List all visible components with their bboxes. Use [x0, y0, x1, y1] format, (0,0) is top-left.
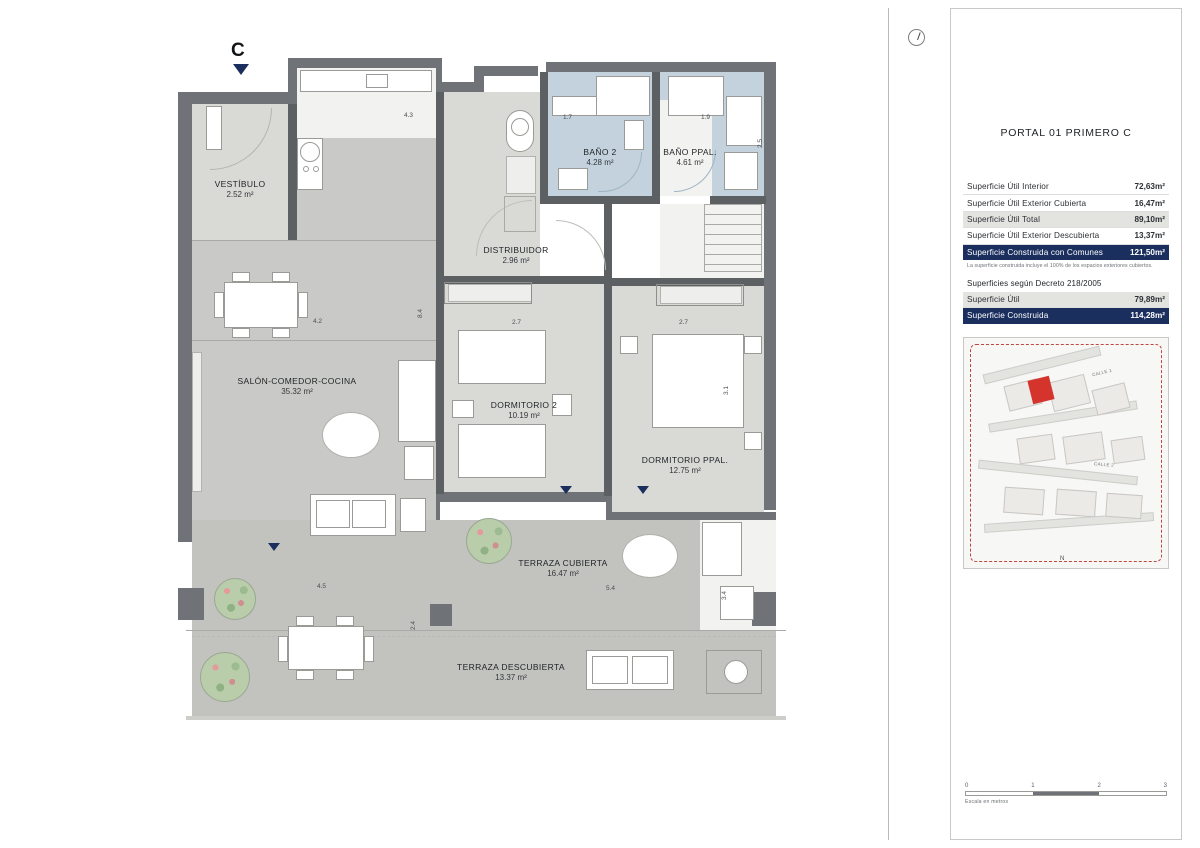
stair-tread — [704, 254, 762, 255]
surface-table — [963, 179, 1169, 324]
room-area: 35.32 m² — [281, 387, 313, 397]
coffee-table — [322, 412, 380, 458]
bath2-toilet — [624, 120, 644, 150]
dim-terraza-cub-left: 4.5 — [317, 583, 327, 590]
dining-chair — [272, 328, 290, 338]
dim-terraza-cub-right: 5.4 — [606, 585, 616, 592]
room-area: 2.96 m² — [502, 256, 530, 266]
dining-chair — [298, 292, 308, 318]
site-building — [1055, 489, 1097, 518]
row-value: 72,63m² — [1134, 182, 1165, 192]
stair-tread — [704, 264, 762, 265]
wall-dorm2-left — [436, 282, 444, 494]
room-name: SALÓN-COMEDOR-COCINA — [237, 376, 357, 386]
kitchen-sink-icon — [366, 74, 388, 88]
row-label: Superficie Construida — [967, 311, 1049, 321]
wall-top-kitchen — [288, 58, 440, 68]
wall-top-bath2 — [474, 66, 538, 76]
terrace-edge — [186, 716, 786, 720]
table-row-highlight — [963, 245, 1169, 260]
room-name: BAÑO PPAL. — [663, 147, 717, 157]
bed-dormppal — [652, 334, 744, 428]
site-street-label: CALLE 2 — [1093, 461, 1115, 468]
nightstand-dormppal-r2 — [744, 432, 762, 450]
terrace-sofa-cushion — [592, 656, 628, 684]
sofa-cushion — [316, 500, 350, 528]
table-row — [963, 195, 1169, 211]
surface-note: La superficie construida incluye el 100% de los espacios exteriores cubiertos. — [967, 262, 1153, 269]
washer-drum-icon — [511, 118, 529, 136]
dim-terraza-desc-right: 3.4 — [721, 590, 728, 600]
unit-letter: C — [231, 40, 246, 61]
kitchen-hob-icon — [300, 142, 320, 162]
pillar-left — [178, 588, 204, 620]
nightstand-dormppal-r — [744, 336, 762, 354]
row-label: Superficie Útil Exterior Descubierta — [967, 231, 1100, 241]
bath2-counter — [552, 96, 598, 116]
sheet-divider — [888, 8, 889, 840]
site-building — [1110, 436, 1145, 464]
pillar-right — [752, 592, 776, 626]
wardrobe-outline — [444, 282, 532, 304]
wall-stairs-bottom — [710, 196, 766, 204]
room-name: DORMITORIO 2 — [490, 400, 558, 410]
dim-dormppal-width: 2.7 — [679, 319, 689, 326]
room-area: 4.28 m² — [586, 158, 614, 168]
terrace-chair — [336, 670, 354, 680]
compass-north-icon — [908, 29, 925, 46]
room-label-distribuidor — [440, 245, 592, 267]
dim-salon-width: 4.2 — [313, 318, 323, 325]
wall-top-right — [666, 62, 774, 72]
scale-tick: 3 — [1163, 783, 1167, 789]
decree-heading: Superficies según Decreto 218/2005 — [967, 278, 1102, 288]
terrace-chair — [296, 616, 314, 626]
wall-kitchen-partition — [288, 104, 297, 240]
scale-caption: Escala en metros — [965, 799, 1009, 805]
site-location-map — [963, 337, 1169, 569]
dining-chair — [272, 272, 290, 282]
wall-top-left — [178, 92, 288, 104]
scale-bar-graphic — [965, 791, 1167, 796]
room-name: DORMITORIO PPAL. — [641, 455, 729, 465]
nightstand-dormppal-l — [620, 336, 638, 354]
stair-tread — [704, 234, 762, 235]
row-value: 89,10m² — [1134, 214, 1165, 224]
salon-guide-line — [192, 340, 436, 341]
tv-unit — [398, 360, 436, 442]
room-label-dormitorio-ppal — [608, 455, 762, 477]
wall-bathppal-left — [652, 72, 660, 202]
dim-kitchen-top: 4.3 — [404, 112, 414, 119]
dim-salon-left: 8.4 — [417, 308, 424, 318]
dining-chair — [214, 292, 224, 318]
terrace-sofa-cushion — [632, 656, 668, 684]
row-value: 16,47m² — [1134, 198, 1165, 208]
room-name: TERRAZA CUBIERTA — [518, 558, 608, 568]
armchair — [400, 498, 426, 532]
pillar-mid — [430, 604, 452, 626]
row-value: 79,89m² — [1134, 295, 1165, 305]
terrace-unit — [702, 522, 742, 576]
scale-segment — [966, 792, 1033, 795]
side-unit — [404, 446, 434, 480]
table-row-highlight — [963, 308, 1169, 323]
dim-bath2-top: 1.7 — [563, 114, 573, 121]
dining-table — [224, 282, 298, 328]
panel-title: PORTAL 01 PRIMERO C — [1000, 127, 1132, 139]
dining-chair — [232, 272, 250, 282]
sofa-cushion — [352, 500, 386, 528]
dim-dormppal-right: 3.1 — [723, 385, 730, 395]
terrace-arrow-left-icon — [268, 543, 280, 551]
bed-dorm2-upper — [458, 330, 546, 384]
dim-bathppal-top: 1.9 — [701, 114, 711, 121]
scale-segment — [1033, 792, 1100, 795]
room-label-salon — [164, 376, 430, 398]
storage-closet — [504, 196, 536, 232]
stair-tread — [704, 214, 762, 215]
room-area: 2.52 m² — [226, 190, 254, 200]
plant-bush-icon — [200, 652, 250, 702]
plant-bush-icon — [214, 578, 256, 620]
room-name: BAÑO 2 — [583, 147, 617, 157]
site-north-marker: N — [1060, 556, 1065, 562]
room-name: TERRAZA DESCUBIERTA — [457, 662, 565, 672]
wall-bath2-left — [540, 72, 548, 202]
row-value: 121,50m² — [1129, 247, 1165, 257]
room-area: 4.61 m² — [676, 158, 704, 168]
row-label: Superficie Construida con Comunes — [967, 247, 1104, 257]
room-name: VESTÍBULO — [214, 179, 266, 189]
wall-bath-bottom — [540, 196, 660, 204]
salon-guide-line — [192, 240, 436, 241]
room-label-dormitorio2 — [456, 400, 592, 422]
site-building — [1105, 493, 1143, 519]
room-label-banoppal — [620, 147, 760, 169]
stair-tread — [704, 224, 762, 225]
room-area: 10.19 m² — [508, 411, 540, 421]
wardrobe-outline-2 — [656, 284, 744, 306]
site-building — [1003, 487, 1045, 516]
scale-bar-widget — [965, 783, 1167, 805]
info-panel — [950, 8, 1182, 840]
wall-dormppal-left — [604, 204, 612, 496]
entry-door — [206, 106, 222, 150]
room-label-terraza-descubierta — [428, 662, 594, 684]
room-name: DISTRIBUIDOR — [483, 245, 549, 255]
wall-bottom-dorm — [440, 492, 606, 502]
dim-dorm2-width: 2.7 — [512, 319, 522, 326]
table-row — [963, 179, 1169, 195]
row-label: Superficie Útil Exterior Cubierta — [967, 198, 1087, 208]
terrace-chair — [278, 636, 288, 662]
site-building — [1016, 434, 1055, 465]
terrace-chair — [296, 670, 314, 680]
terrace-divider — [186, 630, 786, 631]
terrace-chair — [336, 616, 354, 626]
scale-tick: 0 — [965, 783, 969, 789]
scale-tick: 1 — [1031, 783, 1035, 789]
bed-dorm2-lower — [458, 424, 546, 478]
room-label-terraza-cubierta — [486, 558, 640, 580]
terrace-dining-table — [288, 626, 364, 670]
dim-bathppal-right: 2.5 — [757, 138, 764, 148]
terrace-chair — [364, 636, 374, 662]
entry-arrow-icon — [233, 64, 249, 75]
terrace-arrow-dormppal-icon — [637, 486, 649, 494]
room-area: 13.37 m² — [495, 673, 527, 683]
bathppal-shower — [668, 76, 724, 116]
wall-left-outer — [178, 92, 192, 542]
room-area: 16.47 m² — [547, 569, 579, 579]
row-label: Superficie Útil — [967, 295, 1020, 305]
row-label: Superficie Útil Interior — [967, 182, 1049, 192]
scale-tick: 2 — [1097, 783, 1101, 789]
terrace-round-table-zone — [706, 650, 762, 694]
wall-top-baths — [546, 62, 656, 72]
site-building — [1062, 431, 1106, 464]
table-row — [963, 292, 1169, 308]
scale-ticks — [965, 783, 1167, 789]
bath2-washbasin — [558, 168, 588, 190]
wall-right-outer — [764, 62, 776, 510]
room-label-vestibulo — [172, 179, 308, 201]
stair-tread — [704, 244, 762, 245]
dining-chair — [232, 328, 250, 338]
table-row — [963, 212, 1169, 228]
room-area: 12.75 m² — [669, 466, 701, 476]
hob-burner-icon — [313, 166, 319, 172]
table-row — [963, 228, 1169, 244]
row-value: 13,37m² — [1134, 231, 1165, 241]
dim-terraza-desc-left: 2.4 — [410, 620, 417, 630]
scale-segment — [1099, 792, 1166, 795]
row-label: Superficie Útil Total — [967, 214, 1041, 224]
hob-burner-icon — [303, 166, 309, 172]
site-street-label: CALLE 1 — [1091, 367, 1113, 378]
terrace-arrow-dorm2-icon — [560, 486, 572, 494]
window-left — [192, 352, 202, 492]
bath2-shower — [596, 76, 650, 116]
row-value: 114,28m² — [1130, 311, 1165, 321]
